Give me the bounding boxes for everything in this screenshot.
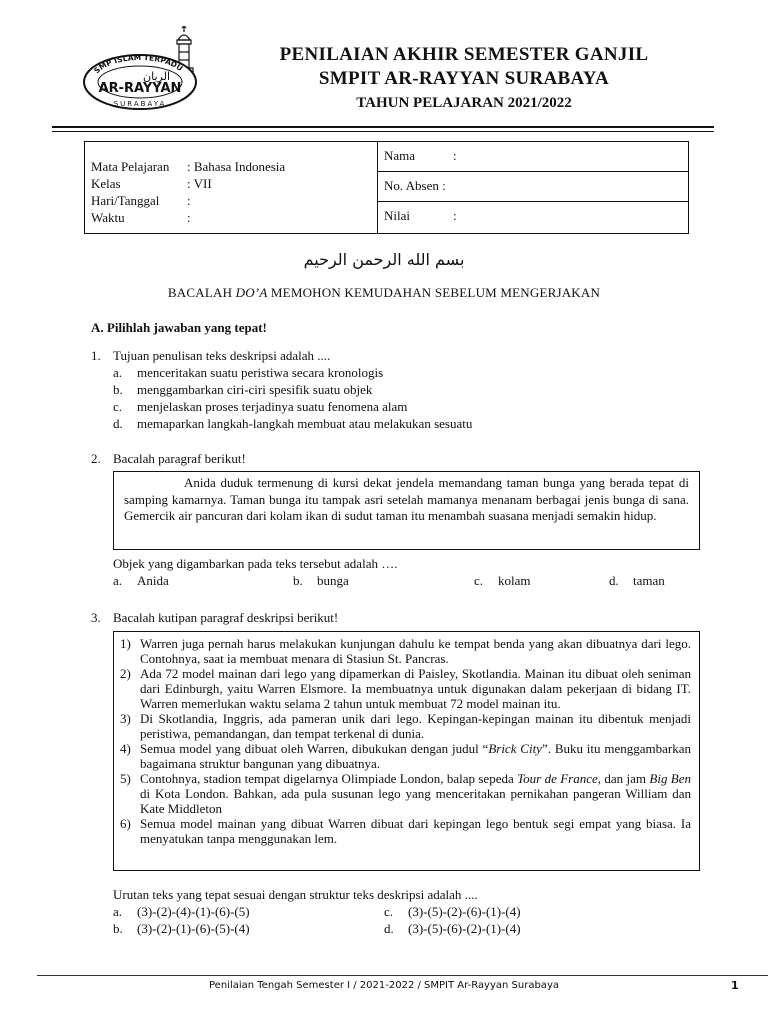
absence-number-field: No. Absen : xyxy=(377,172,688,202)
excerpt-box xyxy=(113,631,700,871)
subject-row: Mata Pelajaran : Bahasa Indonesia xyxy=(91,159,286,174)
identity-left-panel xyxy=(85,142,378,233)
question-number: 3. xyxy=(91,610,101,625)
section-a-heading: A. Pilihlah jawaban yang tepat! xyxy=(91,320,267,335)
passage-box xyxy=(113,471,700,550)
subject-value: : Bahasa Indonesia xyxy=(187,159,286,174)
logo-name-text: AR-RAYYAN xyxy=(98,81,182,96)
time-value: : xyxy=(187,210,191,225)
excerpt-item-text: Warren juga pernah harus melakukan kunjungan dahulu ke tempat benda yang akan dibuatnya dari lego. Contohnya, saat ia membuat menara di Stasiun St. Pancras. xyxy=(140,636,691,666)
logo-arabic-text: الريان xyxy=(143,70,170,83)
excerpt-list xyxy=(120,636,691,846)
question-text: Bacalah kutipan paragraf deskripsi berikut! xyxy=(113,610,339,625)
excerpt-item xyxy=(120,666,691,711)
school-name: SMPIT AR-RAYYAN SURABAYA xyxy=(318,68,610,89)
school-logo xyxy=(82,24,206,112)
class-row: Kelas : VII xyxy=(91,176,212,191)
excerpt-item xyxy=(120,636,691,666)
excerpt-item-text: Tour de France xyxy=(517,771,598,786)
name-field: Nama : xyxy=(377,142,688,172)
date-value: : xyxy=(187,193,191,208)
excerpt-item-text: Big Ben xyxy=(649,771,692,786)
q2-question: Objek yang digambarkan pada teks tersebut adalah …. xyxy=(113,556,398,571)
excerpt-item xyxy=(120,771,691,816)
logo-top-text: SMP ISLAM TERPADU xyxy=(92,52,185,76)
excerpt-item xyxy=(120,816,691,846)
excerpt-item-number: 3) xyxy=(120,711,131,726)
date-row: Hari/Tanggal : xyxy=(91,193,191,208)
excerpt-item-text: Di Skotlandia, Inggris, ada pameran unik dari lego. Kepingan-kepingan mainan itu dibentuk menjadi peristiwa, pemandangan, dan tempat terkenal di dunia. xyxy=(140,711,691,741)
excerpt-item-text: Semua model yang dibuat oleh Warren, dibukukan dengan judul “ xyxy=(140,741,489,756)
excerpt-item xyxy=(120,741,691,771)
question-number: 1. xyxy=(91,348,101,363)
excerpt-item-text: Contohnya, stadion tempat digelarnya Olimpiade London, balap sepeda xyxy=(140,771,518,786)
score-field: Nilai : xyxy=(384,208,457,223)
question-number: 2. xyxy=(91,451,101,466)
header-divider-thin xyxy=(52,131,714,132)
excerpt-item-text: Semua model mainan yang dibuat Warren dibuat dari kepingan lego bentuk segi empat yang biasa. Ia menyatukan tanpa menggunakan lem. xyxy=(140,816,691,846)
identity-box xyxy=(84,141,689,234)
excerpt-item-number: 1) xyxy=(120,636,131,651)
excerpt-item-text: Brick City xyxy=(488,741,542,756)
footer-divider xyxy=(37,975,768,976)
question-text: Bacalah paragraf berikut! xyxy=(113,451,246,466)
excerpt-item-number: 2) xyxy=(120,666,131,681)
exam-title: PENILAIAN AKHIR SEMESTER GANJIL xyxy=(279,44,649,65)
prayer-instruction: BACALAH DO’A MEMOHON KEMUDAHAN SEBELUM MENGERJAKAN xyxy=(167,285,601,300)
class-value: : VII xyxy=(187,176,212,191)
identity-right-panel xyxy=(377,142,688,233)
academic-year: TAHUN PELAJARAN 2021/2022 xyxy=(356,95,572,111)
excerpt-item-number: 5) xyxy=(120,771,131,786)
q3-question: Urutan teks yang tepat sesuai dengan struktur teks deskripsi adalah .... xyxy=(113,887,478,902)
question-text: Tujuan penulisan teks deskripsi adalah .... xyxy=(113,348,331,363)
passage-text: Anida duduk termenung di kursi dekat jendela memandang taman bunga yang berada tepat di samping kamarnya. Taman bunga itu tampak asri setelah mamanya menanam berbagai jenis bunga di sana. Gemercik air pancuran dari kolam ikan di sudut taman itu menambah suasana menjadi semakin hidup. xyxy=(124,475,689,523)
excerpt-item-text: , dan jam xyxy=(597,771,650,786)
time-row: Waktu : xyxy=(91,210,191,225)
excerpt-item-number: 6) xyxy=(120,816,131,831)
excerpt-item xyxy=(120,711,691,741)
basmalah: بسم الله الرحمن الرحيم xyxy=(303,250,465,269)
excerpt-item-text: di Kota London. Bahkan, ada pula susunan lego yang menceritakan pernikahan pangeran William dan Kate Middleton xyxy=(140,786,691,816)
logo-bottom-text: SURABAYA xyxy=(113,100,167,108)
excerpt-item-text: ”. Buku itu menggambarkan bagaimana struktur bangunan yang dibuatnya. xyxy=(140,741,691,771)
excerpt-item-number: 4) xyxy=(120,741,131,756)
header-divider-thick xyxy=(52,126,714,128)
footer-text: Penilaian Tengah Semester I / 2021-2022 / SMPIT Ar-Rayyan Surabaya xyxy=(209,980,559,991)
excerpt-item-text: Ada 72 model mainan dari lego yang dipamerkan di Paisley, Skotlandia. Mainan itu dibuat oleh seniman dari Edinburgh, yaitu Warren Elsmore. Ia membuatnya untuk digunakan dalam pekerjaan di bidang IT. Warren memerlukan waktu selama 2 tahun untuk membuat 72 model mainan itu. xyxy=(140,666,691,711)
page-number: 1 xyxy=(731,979,739,992)
